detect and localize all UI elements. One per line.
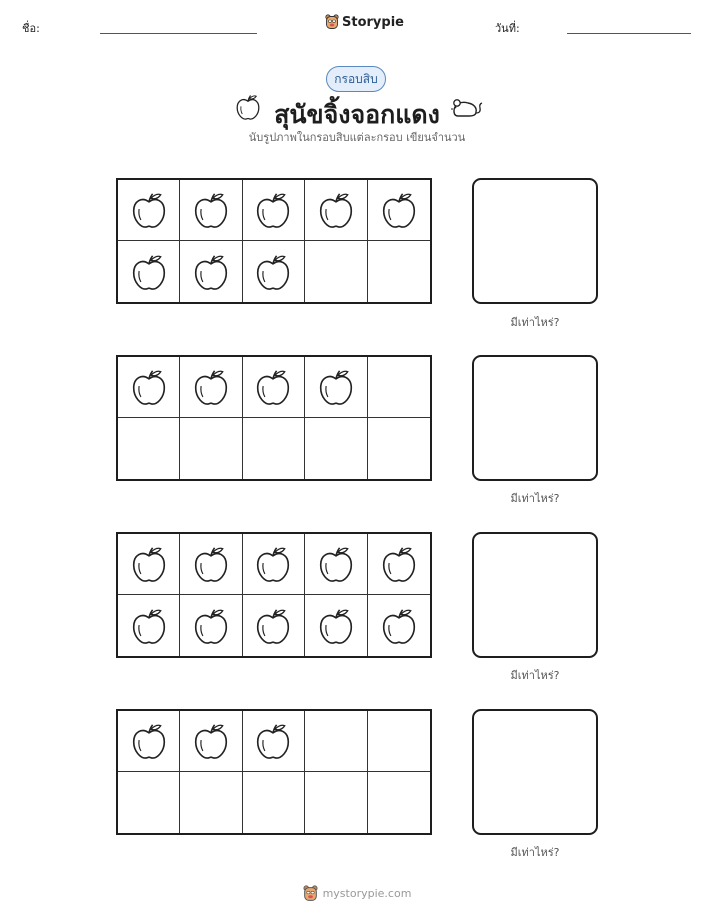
brand-logo bbox=[325, 12, 404, 32]
frame-cell bbox=[118, 418, 180, 479]
frame-cell bbox=[368, 241, 430, 302]
frame-cell bbox=[118, 772, 180, 833]
apple-icon bbox=[193, 606, 229, 646]
apple-icon bbox=[193, 252, 229, 292]
frame-cell bbox=[305, 534, 367, 595]
frame-cell bbox=[368, 180, 430, 241]
apple-icon bbox=[381, 544, 417, 584]
frame-cell bbox=[243, 534, 305, 595]
apple-icon bbox=[255, 252, 291, 292]
apple-icon bbox=[255, 606, 291, 646]
frame-cell bbox=[118, 711, 180, 772]
name-label: ชื่อ: bbox=[22, 22, 40, 35]
frame-cell bbox=[368, 711, 430, 772]
frame-cell bbox=[368, 595, 430, 656]
frame-cell bbox=[305, 772, 367, 833]
ten-frame-4 bbox=[116, 709, 432, 835]
apple-icon bbox=[131, 544, 167, 584]
apple-icon bbox=[318, 606, 354, 646]
apple-icon bbox=[381, 606, 417, 646]
apple-icon bbox=[193, 190, 229, 230]
ten-frame-2 bbox=[116, 355, 432, 481]
frame-cell bbox=[180, 241, 242, 302]
question-label-1: มีเท่าไหร่? bbox=[510, 316, 560, 329]
frame-cell bbox=[180, 418, 242, 479]
apple-icon bbox=[255, 544, 291, 584]
apple-icon bbox=[255, 367, 291, 407]
frame-cell bbox=[368, 772, 430, 833]
storypie-mascot-icon bbox=[325, 14, 339, 30]
frame-cell bbox=[180, 772, 242, 833]
apple-icon bbox=[131, 721, 167, 761]
page-title: สุนัขจิ้งจอกแดง bbox=[274, 100, 440, 129]
answer-box-3[interactable] bbox=[472, 532, 598, 658]
frame-cell bbox=[180, 711, 242, 772]
brand-name: Storypie bbox=[342, 14, 404, 30]
storypie-mascot-icon bbox=[303, 885, 318, 902]
frame-cell bbox=[180, 357, 242, 418]
apple-icon bbox=[131, 190, 167, 230]
apple-icon bbox=[131, 606, 167, 646]
footer-link[interactable]: mystorypie.com bbox=[322, 887, 412, 900]
frame-cell bbox=[243, 595, 305, 656]
apple-icon bbox=[318, 367, 354, 407]
frame-cell bbox=[368, 534, 430, 595]
apple-icon bbox=[193, 367, 229, 407]
frame-cell bbox=[243, 241, 305, 302]
frame-cell bbox=[118, 241, 180, 302]
question-label-2: มีเท่าไหร่? bbox=[510, 492, 560, 505]
frame-cell bbox=[305, 180, 367, 241]
apple-icon bbox=[255, 721, 291, 761]
frame-cell bbox=[305, 595, 367, 656]
frame-cell bbox=[368, 418, 430, 479]
apple-icon bbox=[318, 544, 354, 584]
frame-cell bbox=[243, 357, 305, 418]
answer-box-2[interactable] bbox=[472, 355, 598, 481]
answer-box-1[interactable] bbox=[472, 178, 598, 304]
mouse-icon bbox=[449, 95, 483, 119]
apple-icon bbox=[131, 252, 167, 292]
frame-cell bbox=[118, 534, 180, 595]
topic-tag: กรอบสิบ bbox=[326, 66, 386, 92]
frame-cell bbox=[118, 357, 180, 418]
instructions: นับรูปภาพในกรอบสิบแต่ละกรอบ เขียนจำนวน bbox=[248, 131, 466, 144]
date-label: วันที่: bbox=[495, 22, 520, 35]
apple-icon bbox=[381, 190, 417, 230]
frame-cell bbox=[180, 180, 242, 241]
frame-cell bbox=[243, 180, 305, 241]
apple-icon bbox=[193, 544, 229, 584]
frame-cell bbox=[305, 418, 367, 479]
frame-cell bbox=[305, 357, 367, 418]
answer-box-4[interactable] bbox=[472, 709, 598, 835]
name-line[interactable] bbox=[100, 33, 257, 34]
date-line[interactable] bbox=[567, 33, 691, 34]
frame-cell bbox=[305, 241, 367, 302]
frame-cell bbox=[243, 711, 305, 772]
frame-cell bbox=[305, 711, 367, 772]
ten-frame-1 bbox=[116, 178, 432, 304]
apple-icon bbox=[193, 721, 229, 761]
frame-cell bbox=[180, 534, 242, 595]
question-label-3: มีเท่าไหร่? bbox=[510, 669, 560, 682]
frame-cell bbox=[243, 418, 305, 479]
frame-cell bbox=[118, 595, 180, 656]
apple-icon bbox=[131, 367, 167, 407]
frame-cell bbox=[368, 357, 430, 418]
question-label-4: มีเท่าไหร่? bbox=[510, 846, 560, 859]
footer bbox=[0, 885, 714, 902]
frame-cell bbox=[118, 180, 180, 241]
frame-cell bbox=[243, 772, 305, 833]
apple-icon bbox=[318, 190, 354, 230]
frame-cell bbox=[180, 595, 242, 656]
ten-frame-3 bbox=[116, 532, 432, 658]
apple-icon bbox=[255, 190, 291, 230]
